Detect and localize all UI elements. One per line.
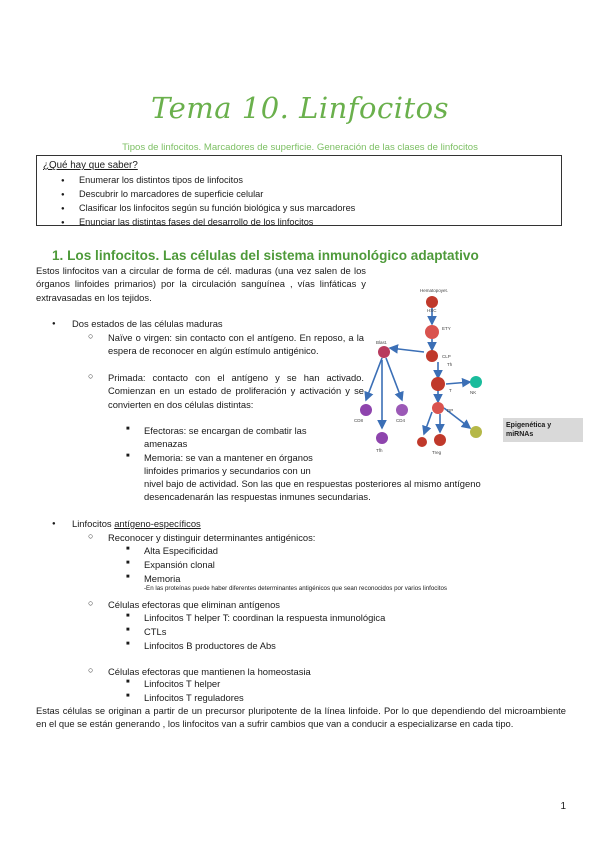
effector-text: Efectoras: se encargan de combatir las amenazas xyxy=(144,425,307,450)
intro-paragraph: Estos linfocitos van a circular de forma de cél. maduras (una vez salen de los órganos linfoides primarios) por la circulación sanguínea , vías linfáticas y extravasadas en los tejidos. xyxy=(36,265,366,303)
learning-goals-title: ¿Qué hay que saber? xyxy=(43,160,138,171)
t-cell-icon xyxy=(431,377,445,391)
diagram-arrows xyxy=(366,308,470,434)
memory-text-b: nivel bajo de actividad. Son las que en respuestas posteriores al mismo antígeno desencadenarán las respuestas inmunes secundarias. xyxy=(144,478,481,503)
circle-bullet-icon: ○ xyxy=(88,531,94,541)
square-bullet-icon: ■ xyxy=(126,693,130,699)
label-top: Hematopoyet. xyxy=(420,288,449,293)
list-item: ● Clasificar los linfocitos según su función biológica y sus marcadores xyxy=(43,201,555,215)
square-bullet-icon: ■ xyxy=(126,641,130,647)
circle-bullet-icon: ○ xyxy=(88,665,94,675)
list-item: ● Enunciar las distintas fases del desarrollo de los linfocitos xyxy=(43,215,555,229)
label-t: T xyxy=(449,388,452,393)
hsc-cell-icon xyxy=(426,296,438,308)
label-th: Th xyxy=(447,362,453,367)
bullet-icon: ● xyxy=(52,321,56,327)
specific-underlined: antígeno-específicos xyxy=(114,518,201,529)
footnote-text: -En las proteínas puede haber diferentes determinantes antigénicos que sean reconocidos por varios linfocitos xyxy=(144,585,448,592)
tfh-cell-icon xyxy=(376,432,388,444)
bullet-icon: ● xyxy=(52,521,56,527)
ety-cell-icon xyxy=(425,325,439,339)
treg-cell-icon xyxy=(434,434,446,446)
primed-text: Primada: contacto con el antígeno y se han activado. Comienzan en un estado de proliferación y activación y se convierten en dos células distintas: xyxy=(108,372,364,410)
label-blast: Blast. xyxy=(376,340,388,345)
square-bullet-icon: ■ xyxy=(126,426,130,432)
olive-cell-icon xyxy=(470,426,482,438)
small-red-cell-icon xyxy=(417,437,427,447)
states-title: Dos estados de las células maduras xyxy=(72,318,223,329)
cd4-cell-icon xyxy=(396,404,408,416)
label-treg: Treg xyxy=(432,450,442,455)
closing-paragraph: Estas células se originan a partir de un precursor pluripotente de la línea linfoide. Por lo que dependiendo del microambiente en el que se están generando , los linfocitos van a sufrir cambios que van a conducir a especializarse en cada tipo. xyxy=(36,705,566,730)
square-bullet-icon: ■ xyxy=(126,546,130,552)
lymphocyte-diagram xyxy=(352,282,512,460)
effectors-title: Células efectoras que eliminan antígenos xyxy=(108,599,280,610)
memory-text-a: Memoria: se van a mantener en órganos linfoides primarios y secundarios con un xyxy=(144,452,313,477)
dp-cell-icon xyxy=(432,402,444,414)
list-item: ● Enumerar los distintos tipos de linfocitos xyxy=(43,173,555,187)
learning-goals-box xyxy=(36,155,562,226)
blast-cell-icon xyxy=(378,346,390,358)
list-item: ● Descubrir lo marcadores de superficie celular xyxy=(43,187,555,201)
recognize-text: Reconocer y distinguir determinantes antigénicos: xyxy=(108,532,316,543)
effectors-item: Linfocitos T helper T: coordinan la respuesta inmunológica xyxy=(144,612,386,623)
label-dp: DP xyxy=(447,408,454,413)
page-title: Tema 10. Linfocitos xyxy=(150,91,449,125)
naive-text: Naïve o virgen: sin contacto con el antígeno. En reposo, a la espera de reconocer en algún estímulo antigénico. xyxy=(108,332,364,357)
figure-caption: Epigenética y miRNAs xyxy=(503,418,583,442)
label-ety: ETY xyxy=(442,326,451,331)
homeostasis-title: Células efectoras que mantienen la homeostasia xyxy=(108,666,311,677)
square-bullet-icon: ■ xyxy=(126,627,130,633)
specific-title xyxy=(72,517,201,530)
specific-prefix: Linfocitos xyxy=(72,518,115,529)
square-bullet-icon: ■ xyxy=(126,574,130,580)
square-bullet-icon: ■ xyxy=(126,453,130,459)
recognize-item: Alta Especificidad xyxy=(144,545,218,556)
square-bullet-icon: ■ xyxy=(126,613,130,619)
recognize-item: Memoria xyxy=(144,573,181,584)
label-cd4: CD4 xyxy=(396,418,406,423)
homeostasis-item: Linfocitos T helper xyxy=(144,678,221,689)
label-clp: CLP xyxy=(442,354,451,359)
effectors-item: CTLs xyxy=(144,626,167,637)
learning-goals-list xyxy=(43,173,555,229)
cd8-cell-icon xyxy=(360,404,372,416)
circle-bullet-icon: ○ xyxy=(88,598,94,608)
recognize-item: Expansión clonal xyxy=(144,559,215,570)
section-heading: 1. Los linfocitos. Las células del sistema inmunológico adaptativo xyxy=(52,248,479,263)
page-number: 1 xyxy=(560,801,566,812)
label-nk: NK xyxy=(470,390,477,395)
homeostasis-item: Linfocitos T reguladores xyxy=(144,692,244,703)
square-bullet-icon: ■ xyxy=(126,560,130,566)
label-cd8: CD8 xyxy=(354,418,364,423)
clp-cell-icon xyxy=(426,350,438,362)
circle-bullet-icon: ○ xyxy=(88,371,94,381)
circle-bullet-icon: ○ xyxy=(88,331,94,341)
square-bullet-icon: ■ xyxy=(126,679,130,685)
nk-cell-icon xyxy=(470,376,482,388)
label-hsc: HSC xyxy=(427,308,437,313)
label-tfh: Tfh xyxy=(376,448,383,453)
effectors-item: Linfocitos B productores de Abs xyxy=(144,640,276,651)
page-subtitle: Tipos de linfocitos. Marcadores de superficie. Generación de las clases de linfocitos xyxy=(122,142,478,153)
